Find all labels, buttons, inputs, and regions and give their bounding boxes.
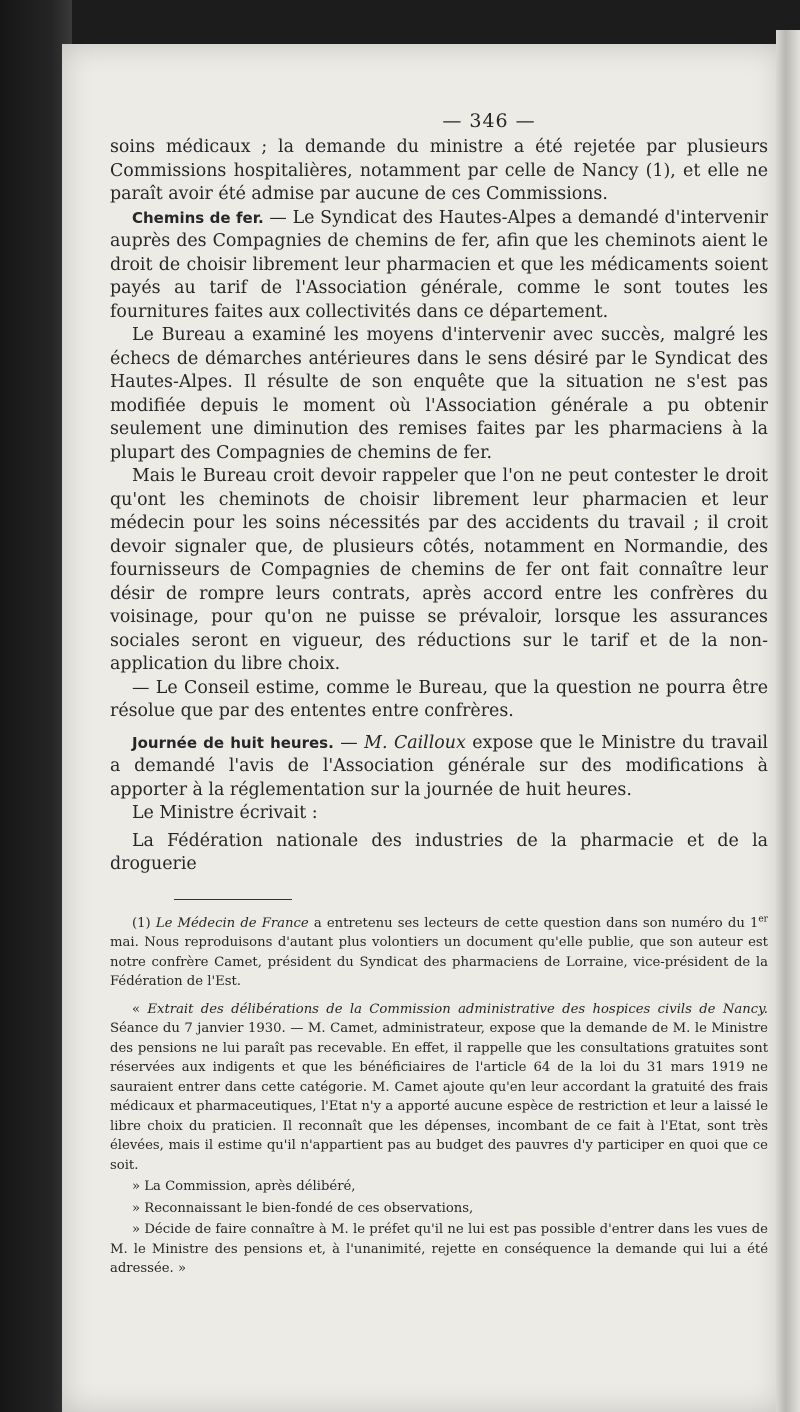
speaker-name: M. Cailloux: [364, 732, 466, 753]
paragraph-journee-huit-heures: [110, 732, 768, 803]
quote-open: «: [132, 1001, 148, 1017]
footnote-marker: (1): [132, 915, 156, 931]
footnote-text: mai. Nous reproduisons d'autant plus volontiers un document qu'elle publie, que son auteur est notre confrère Camet, président du Syndicat des pharmaciens de Lorraine, vice-président de la Fédération de l'Est.: [110, 935, 768, 989]
paragraph-1: soins médicaux ; la demande du ministre a été rejetée par plusieurs Commissions hospitalières, notamment par celle de Nancy (1), et elle ne paraît avoir été admise par aucune de ces Commissions.: [110, 137, 768, 204]
footnote-line-reconnaissant: » Reconnaissant le bien-fondé de ces observations,: [132, 1200, 474, 1216]
journal-title: Le Médecin de France: [155, 915, 309, 931]
paragraph-5: — Le Conseil estime, comme le Bureau, que la question ne pourra être résolue que par des ententes entre confrères.: [110, 677, 768, 721]
footnote-1: [110, 914, 768, 992]
footnote-text: a entretenu ses lecteurs de cette question dans son numéro du 1: [308, 915, 759, 931]
page-edge: [776, 30, 800, 1412]
footnote-text: Séance du 7 janvier 1930. — M. Camet, administrateur, expose que la demande de M. le Ministre des pensions ne lui paraît pas recevable. En effet, il rappelle que les consultations gratuites sont réservées aux indigents et que les bénéficiaires de l'article 64 de la loi du 31 mars 1919 ne sauraient entrer dans cette catégorie. M. Camet ajoute qu'en leur accordant la gratuité des frais médicaux et pharmaceutiques, l'Etat n'y a apporté aucune espèce de restriction et leur a laissé le libre choix du praticien. Il reconnaît que les dépenses, incombant de ce fait à l'Etat, sont très élevées, mais il estime qu'il n'appartient pas au budget des pauvres d'y participer en quoi que ce soit.: [110, 1021, 768, 1173]
paragraph-3: Le Bureau a examiné les moyens d'intervenir avec succès, malgré les échecs de démarches antérieures dans le sens désiré par le Syndicat des Hautes-Alpes. Il résulte de son enquête que la situation ne s'est pas modifiée depuis le moment où l'Association générale a pu obtenir seulement une diminution des remises faites par les pharmaciens à la plupart des Compagnies de chemins de fer.: [110, 325, 768, 463]
superscript: er: [758, 914, 768, 925]
page-number: — 346 —: [442, 110, 536, 132]
page-content: [110, 110, 768, 1279]
extract-title: Extrait des délibérations de la Commission administrative des hospices civils de Nancy.: [147, 1001, 768, 1017]
footnote-line-commission: » La Commission, après délibéré,: [132, 1179, 356, 1194]
section-heading-journee: Journée de huit heures.: [132, 733, 334, 752]
paragraph-chemins-de-fer: [110, 207, 768, 325]
section-heading-chemins-de-fer: Chemins de fer.: [132, 208, 264, 227]
paragraph-dash: —: [333, 732, 365, 753]
footnote-rule: [174, 899, 292, 900]
footnote-line-decide: » Décide de faire connaître à M. le préfet qu'il ne lui est pas possible d'entrer dans les vues de M. le Ministre des pensions et, à l'unanimité, rejette en conséquence la demande qui lui a été adressée. »: [110, 1222, 768, 1276]
paragraph-7: Le Ministre écrivait :: [132, 803, 318, 823]
footnote-extract: [110, 1000, 768, 1176]
paragraph-text: expose que le Ministre du travail a demandé l'avis de l'Association générale sur des modifications à apporter à la réglementation sur la journée de huit heures.: [110, 732, 768, 800]
paragraph-4: Mais le Bureau croit devoir rappeler que l'on ne peut contester le droit qu'ont les cheminots de choisir librement leur pharmacien et leur médecin pour les soins nécessités par des accidents du travail ; il croit devoir signaler que, de plusieurs côtés, notamment en Normandie, des fournisseurs de Compagnies de chemins de fer ont fait connaître leur désir de rompre leurs contrats, après accord entre les confrères du voisinage, pour qu'on ne puisse se prévaloir, lorsque les assurances sociales seront en vigueur, des réductions sur le tarif et de la non-application du libre choix.: [110, 466, 768, 674]
paragraph-8: La Fédération nationale des industries de la pharmacie et de la droguerie: [110, 830, 768, 874]
paragraph-text: — Le Syndicat des Hautes-Alpes a demandé d'intervenir auprès des Compagnies de chemins de fer, afin que les cheminots aient le droit de choisir librement leur pharmacien et que les médicaments soient payés au tarif de l'Association générale, comme le sont toutes les fournitures faites aux collectivités dans ce département.: [110, 207, 768, 322]
